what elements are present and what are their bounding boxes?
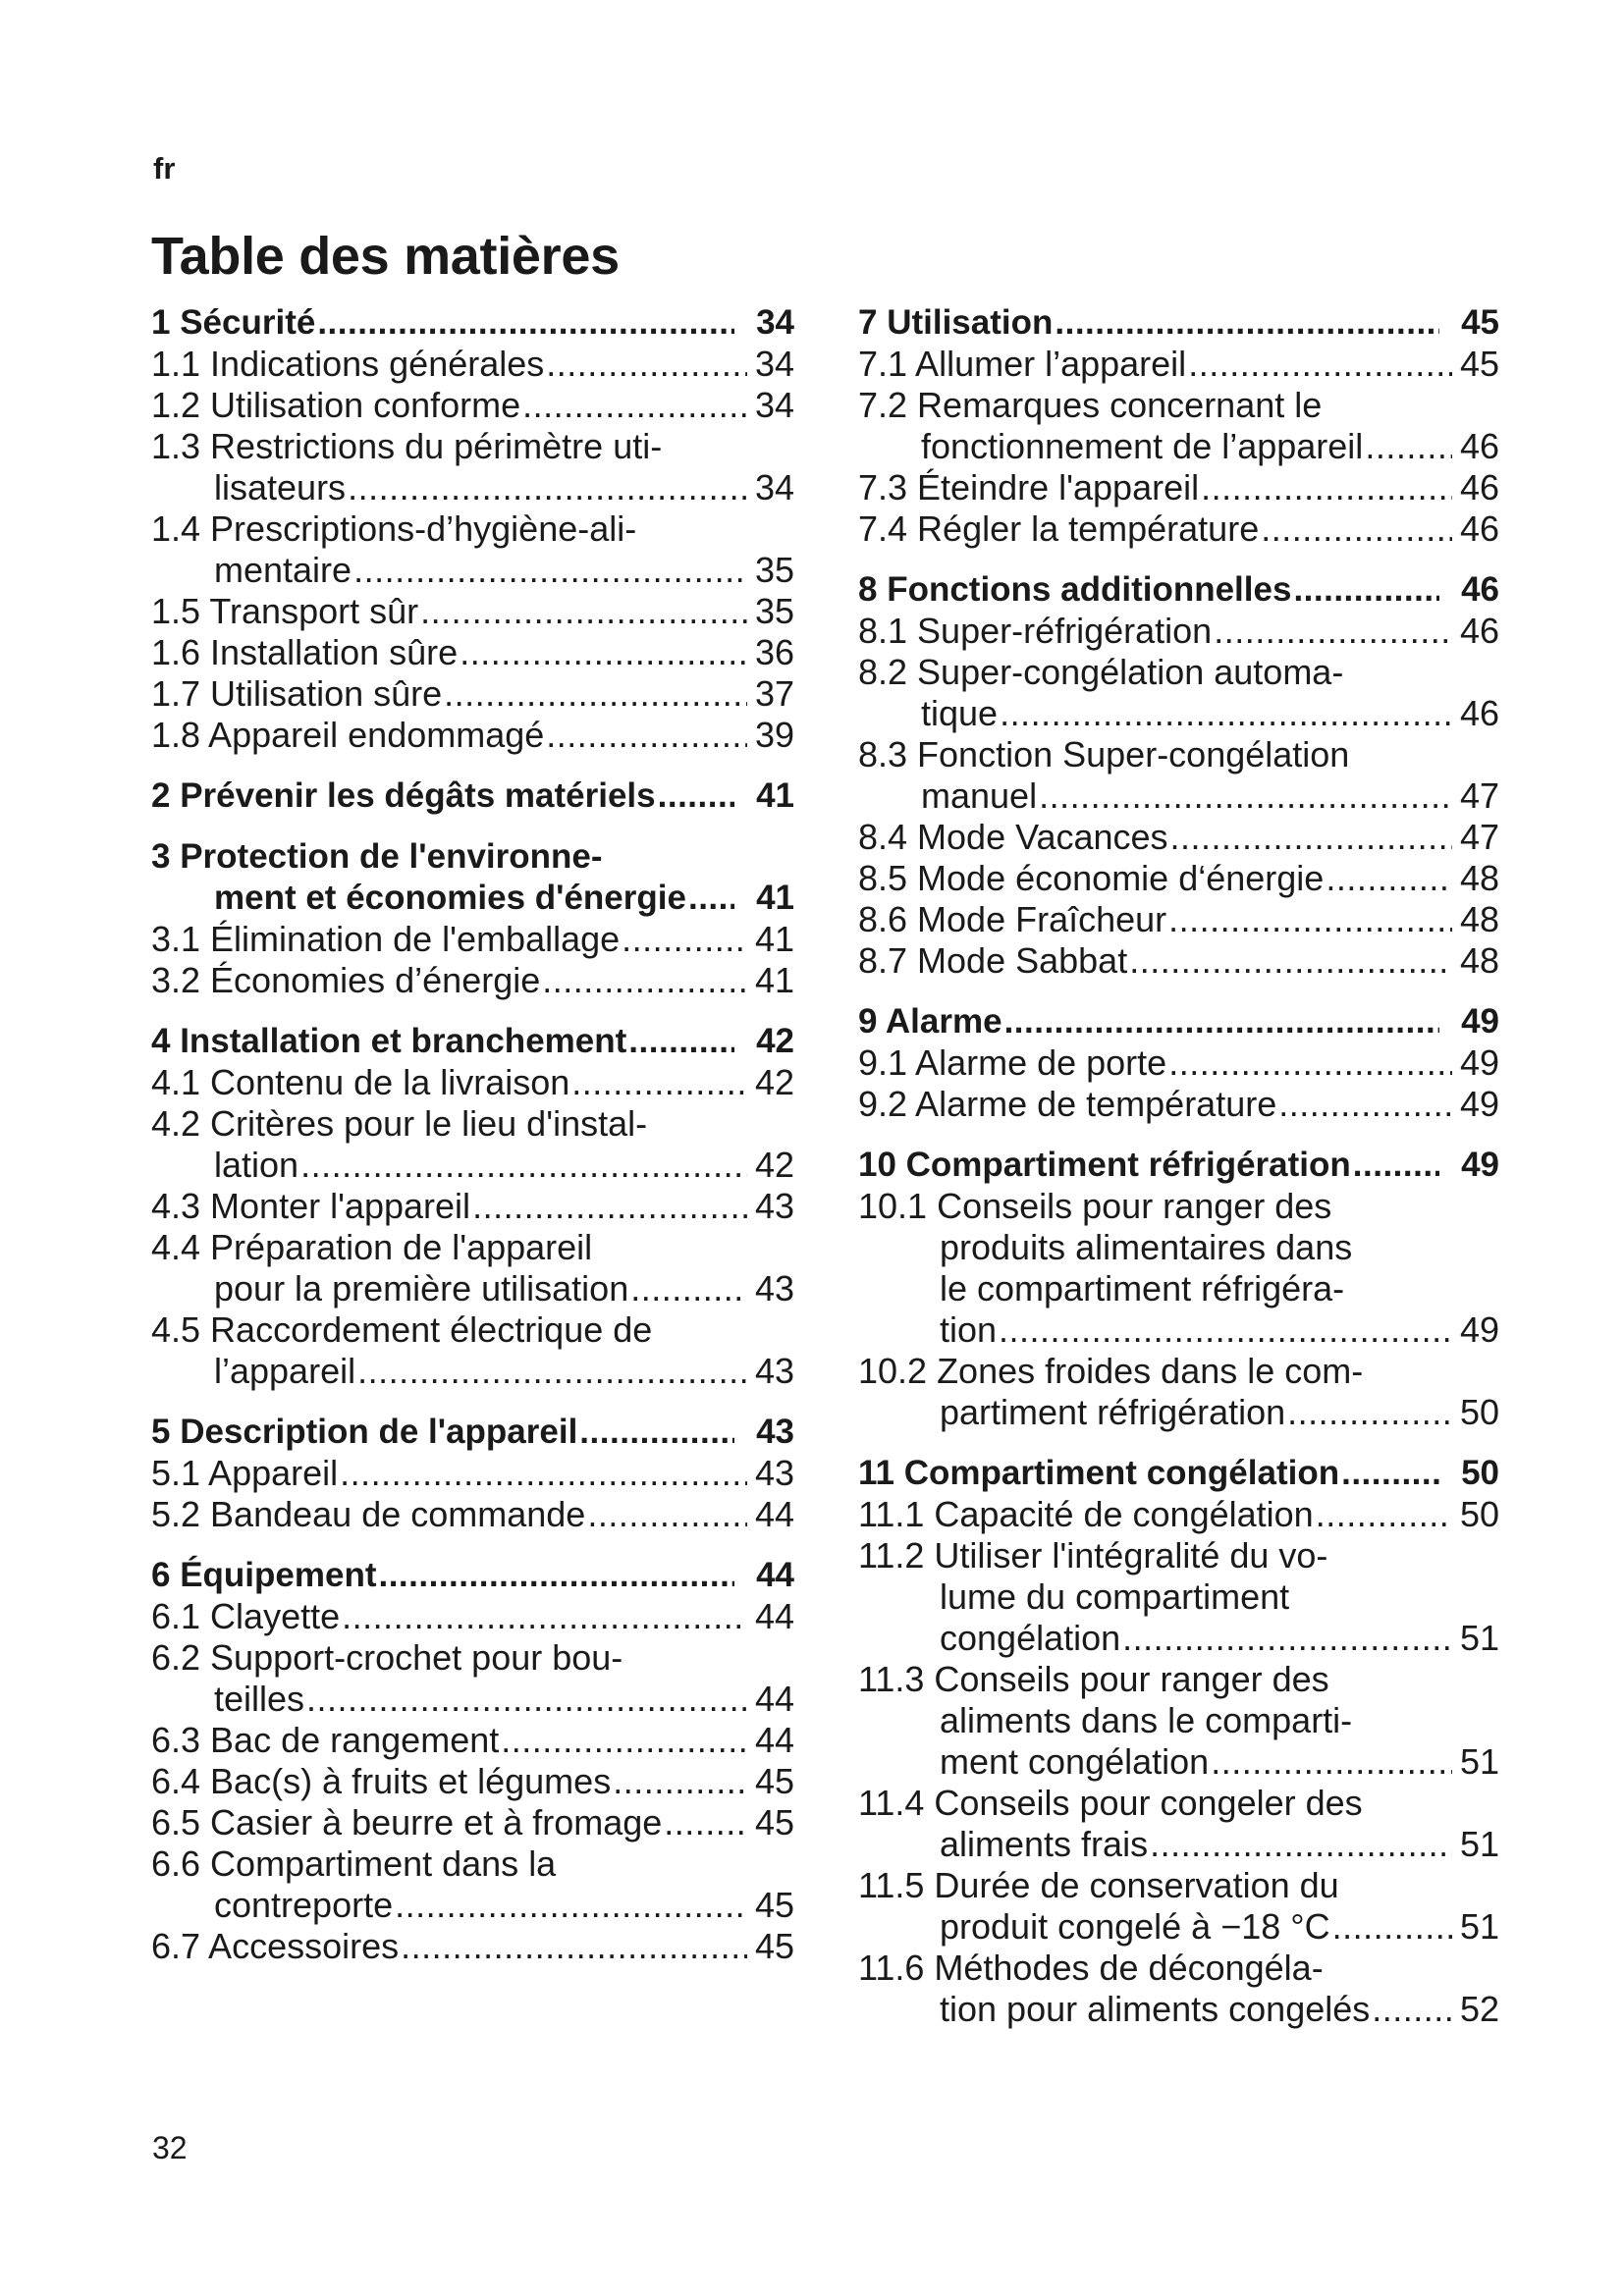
toc-page-number: 49: [1461, 1146, 1499, 1184]
toc-section: [151, 775, 794, 817]
toc-entry-text: 8 Fonctions additionnelles: [858, 570, 1292, 609]
toc-page-number: 49: [1459, 1309, 1499, 1350]
toc-subsection-entry[interactable]: [151, 1227, 794, 1309]
toc-page-number: 45: [754, 1885, 794, 1925]
toc-subsection-entry[interactable]: [151, 1309, 794, 1392]
toc-subsection-entry[interactable]: [151, 1720, 794, 1761]
page-number: 32: [152, 2130, 188, 2165]
toc-entry-text: 7 Utilisation: [858, 303, 1054, 342]
toc-entry-text: le compartiment réfrigéra-: [940, 1268, 1345, 1308]
toc-page-number: 46: [1459, 426, 1499, 466]
toc-page-number: 48: [1459, 899, 1499, 939]
toc-entry-text: 2 Prévenir les dégâts matériels: [151, 776, 656, 815]
toc-entry-text: 8.3 Fonction Super-congélation: [858, 734, 1350, 774]
dot-leader: [395, 1885, 747, 1926]
toc-page-number: 39: [754, 715, 794, 755]
dot-leader: [1122, 1618, 1452, 1659]
dot-leader: [1293, 569, 1439, 611]
dot-leader: [300, 1145, 747, 1186]
toc-entry-text: ment et économies d'énergie: [214, 879, 686, 917]
toc-chapter-entry[interactable]: [151, 1021, 794, 1062]
toc-page-number: 46: [1461, 570, 1499, 609]
toc-subsection-entry[interactable]: [858, 467, 1499, 508]
toc-page-number: 50: [1459, 1392, 1499, 1432]
toc-subsection-entry[interactable]: [858, 734, 1499, 817]
toc-entry-text: 1.4 Prescriptions-d’hygiène-ali-: [151, 508, 637, 549]
toc-entry-text: 11.2 Utiliser l'intégralité du vo-: [858, 1535, 1328, 1575]
toc-entry-text: ment congélation: [940, 1741, 1210, 1782]
toc-page-number: 45: [754, 1926, 794, 1966]
toc-entry-text: 5.2 Bandeau de commande: [151, 1494, 586, 1534]
dot-leader: [579, 1412, 734, 1453]
toc-subsection-entry[interactable]: [151, 1596, 794, 1637]
dot-leader: [1168, 1042, 1452, 1084]
language-label: fr: [153, 151, 176, 186]
toc-entry-text: 8.1 Super-réfrigération: [858, 611, 1213, 651]
toc-subsection-entry[interactable]: [858, 611, 1499, 652]
toc-subsection-entry[interactable]: [858, 508, 1499, 550]
dot-leader: [306, 1679, 747, 1720]
toc-subsection-entry[interactable]: [858, 1865, 1499, 1948]
toc-subsection-entry[interactable]: [151, 1186, 794, 1227]
toc-subsection-entry[interactable]: [151, 344, 794, 385]
toc-entry-text: 11.5 Durée de conservation du: [858, 1865, 1339, 1905]
toc-page-number: 46: [1459, 508, 1499, 549]
toc-subsection-entry[interactable]: [151, 715, 794, 756]
toc-page-number: 50: [1461, 1454, 1499, 1492]
dot-leader: [1332, 1906, 1452, 1948]
toc-entry-text: aliments dans le comparti-: [940, 1700, 1353, 1740]
toc-entry-text: 7.3 Éteindre l'appareil: [858, 467, 1200, 507]
toc-column-left: [151, 302, 794, 1987]
dot-leader: [357, 1351, 747, 1392]
toc-entry-text: partiment réfrigération: [940, 1392, 1286, 1432]
toc-page-number: 46: [1459, 467, 1499, 507]
toc-entry-text: l’appareil: [214, 1351, 356, 1391]
toc-subsection-entry[interactable]: [151, 1843, 794, 1926]
toc-entry-text: 6.4 Bac(s) à fruits et légumes: [151, 1761, 612, 1801]
toc-subsection-entry[interactable]: [151, 919, 794, 960]
toc-page-number: 51: [1459, 1906, 1499, 1947]
dot-leader: [1372, 1989, 1452, 2030]
toc-subsection-entry[interactable]: [151, 1494, 794, 1535]
toc-entry-text: 7.1 Allumer l’appareil: [858, 344, 1187, 384]
toc-subsection-entry[interactable]: [151, 1062, 794, 1103]
toc-entry-text: 11.4 Conseils pour congeler des: [858, 1783, 1363, 1823]
dot-leader: [1188, 344, 1452, 385]
toc-subsection-entry[interactable]: [151, 1802, 794, 1843]
dot-leader: [1150, 1824, 1452, 1865]
toc-subsection-entry[interactable]: [151, 1103, 794, 1186]
toc-entry-text: 5.1 Appareil: [151, 1453, 339, 1493]
toc-entry-text: 8.7 Mode Sabbat: [858, 940, 1128, 981]
toc-subsection-entry[interactable]: [151, 1637, 794, 1720]
toc-page-number: 35: [754, 550, 794, 590]
toc-subsection-entry[interactable]: [151, 960, 794, 1001]
toc-section: [858, 569, 1499, 982]
toc-entry-text: produit congelé à −18 °C: [940, 1906, 1330, 1947]
toc-page-number: 42: [754, 1062, 794, 1102]
dot-leader: [546, 344, 747, 385]
toc-entry-text: 11.3 Conseils pour ranger des: [858, 1659, 1329, 1699]
toc-entry-text: teilles: [214, 1679, 305, 1719]
toc-subsection-entry[interactable]: [151, 385, 794, 426]
toc-entry-text: 1.7 Utilisation sûre: [151, 673, 443, 714]
toc-chapter-entry[interactable]: [151, 836, 794, 919]
toc-entry-text: 8.4 Mode Vacances: [858, 817, 1168, 857]
dot-leader: [1341, 1453, 1439, 1494]
dot-leader: [378, 1555, 734, 1596]
toc-entry-text: 7.4 Régler la température: [858, 508, 1260, 549]
toc-page-number: 49: [1461, 1002, 1499, 1041]
toc-page-number: 34: [754, 385, 794, 425]
toc-subsection-entry[interactable]: [151, 673, 794, 715]
dot-leader: [472, 1186, 747, 1227]
toc-entry-text: 8.6 Mode Fraîcheur: [858, 899, 1167, 939]
toc-entry-text: 7.2 Remarques concernant le: [858, 385, 1323, 425]
dot-leader: [340, 1453, 747, 1494]
toc-entry-text: 1.6 Installation sûre: [151, 632, 459, 672]
toc-entry-text: lisateurs: [214, 467, 347, 507]
toc-entry-text: 11 Compartiment congélation: [858, 1454, 1340, 1492]
toc-subsection-entry[interactable]: [151, 632, 794, 673]
dot-leader: [1004, 1001, 1440, 1042]
dot-leader: [401, 1926, 747, 1967]
toc-entry-text: 1.2 Utilisation conforme: [151, 385, 521, 425]
toc-page-number: 41: [756, 879, 794, 917]
dot-leader: [613, 1761, 747, 1802]
toc-entry-text: 8.2 Super-congélation automa-: [858, 652, 1344, 692]
dot-leader: [1278, 1084, 1452, 1125]
page-title: Table des matières: [151, 227, 620, 286]
toc-page-number: 51: [1459, 1741, 1499, 1782]
dot-leader: [546, 715, 747, 756]
toc-page-number: 47: [1459, 775, 1499, 816]
toc-page-number: 47: [1459, 817, 1499, 857]
toc-entry-text: aliments frais: [940, 1824, 1149, 1864]
toc-page-number: 46: [1459, 611, 1499, 651]
toc-subsection-entry[interactable]: [151, 1761, 794, 1802]
dot-leader: [522, 385, 747, 426]
toc-page-number: 45: [754, 1802, 794, 1842]
dot-leader: [628, 1021, 734, 1062]
toc-entry-text: 4.3 Monter l'appareil: [151, 1186, 471, 1226]
toc-section: [858, 1145, 1499, 1433]
dot-leader: [1326, 858, 1452, 899]
toc-entry-text: 4 Installation et branchement: [151, 1022, 627, 1060]
toc-entry-text: 6.1 Clayette: [151, 1596, 341, 1636]
toc-subsection-entry[interactable]: [858, 1042, 1499, 1084]
toc-entry-text: fonctionnement de l’appareil: [921, 426, 1364, 466]
dot-leader: [1316, 1494, 1452, 1535]
toc-page-number: 37: [754, 673, 794, 714]
toc-page-number: 44: [754, 1720, 794, 1760]
dot-leader: [1129, 940, 1452, 982]
toc-entry-text: 1.1 Indications générales: [151, 344, 545, 384]
toc-subsection-entry[interactable]: [858, 1783, 1499, 1865]
toc-page-number: 34: [754, 467, 794, 507]
dot-leader: [630, 1268, 747, 1309]
dot-leader: [1170, 817, 1452, 858]
toc-subsection-entry[interactable]: [858, 1535, 1499, 1659]
toc-subsection-entry[interactable]: [858, 1494, 1499, 1535]
toc-column-right: [858, 302, 1499, 2050]
dot-leader: [622, 919, 747, 960]
dot-leader: [658, 775, 734, 817]
toc-page-number: 41: [754, 960, 794, 1000]
toc-entry-text: 1 Sécurité: [151, 303, 316, 342]
toc-subsection-entry[interactable]: [858, 344, 1499, 385]
dot-leader: [1287, 1392, 1452, 1433]
toc-entry-text: 4.5 Raccordement électrique de: [151, 1309, 653, 1350]
toc-subsection-entry[interactable]: [151, 591, 794, 632]
dot-leader: [1039, 775, 1452, 817]
toc-subsection-entry[interactable]: [858, 1948, 1499, 2030]
toc-subsection-entry[interactable]: [858, 858, 1499, 899]
toc-entry-text: 9.2 Alarme de température: [858, 1084, 1277, 1124]
toc-page-number: 49: [1459, 1042, 1499, 1083]
toc-subsection-entry[interactable]: [151, 1926, 794, 1967]
toc-page-number: 42: [754, 1145, 794, 1185]
toc-page-number: 52: [1459, 1989, 1499, 2029]
dot-leader: [688, 878, 734, 919]
toc-page-number: 51: [1459, 1618, 1499, 1658]
toc-entry-text: 6.5 Casier à beurre et à fromage: [151, 1802, 663, 1842]
toc-chapter-entry[interactable]: [858, 1453, 1499, 1494]
toc-entry-text: 4.2 Critères pour le lieu d'instal-: [151, 1103, 648, 1144]
toc-chapter-entry[interactable]: [858, 1145, 1499, 1186]
toc-subsection-entry[interactable]: [151, 426, 794, 508]
dot-leader: [1214, 611, 1452, 652]
toc-page-number: 45: [1459, 344, 1499, 384]
toc-section: [858, 1453, 1499, 2030]
toc-entry-text: manuel: [921, 775, 1038, 816]
dot-leader: [1055, 302, 1439, 344]
dot-leader: [542, 960, 747, 1001]
toc-page-number: 50: [1459, 1494, 1499, 1534]
toc-subsection-entry[interactable]: [858, 1084, 1499, 1125]
dot-leader: [664, 1802, 747, 1843]
toc-entry-text: produits alimentaires dans: [940, 1227, 1353, 1267]
toc-chapter-entry[interactable]: [858, 569, 1499, 611]
toc-entry-text: 10.2 Zones froides dans le com-: [858, 1351, 1364, 1391]
toc-page-number: 44: [754, 1679, 794, 1719]
toc-entry-text: 8.5 Mode économie d‘énergie: [858, 858, 1325, 898]
toc-page-number: 45: [754, 1761, 794, 1801]
toc-page-number: 44: [754, 1596, 794, 1636]
toc-entry-text: contreporte: [214, 1885, 394, 1925]
toc-chapter-entry[interactable]: [151, 775, 794, 817]
dot-leader: [444, 673, 747, 715]
toc-chapter-entry[interactable]: [151, 1412, 794, 1453]
toc-entry-text: 5 Description de l'appareil: [151, 1413, 578, 1451]
toc-entry-text: 10 Compartiment réfrigération: [858, 1146, 1351, 1184]
toc-entry-text: 11.1 Capacité de congélation: [858, 1494, 1314, 1534]
toc-entry-text: tion pour aliments congelés: [940, 1989, 1371, 2029]
dot-leader: [317, 302, 734, 344]
toc-page-number: 44: [754, 1494, 794, 1534]
toc-section: [151, 1412, 794, 1535]
dot-leader: [1261, 508, 1452, 550]
toc-entry-text: 6 Équipement: [151, 1556, 377, 1594]
toc-subsection-entry[interactable]: [151, 508, 794, 591]
toc-subsection-entry[interactable]: [151, 1453, 794, 1494]
dot-leader: [353, 550, 747, 591]
toc-entry-text: 1.8 Appareil endommagé: [151, 715, 545, 755]
toc-subsection-entry[interactable]: [858, 899, 1499, 940]
toc-page-number: 43: [754, 1268, 794, 1308]
toc-chapter-entry[interactable]: [151, 1555, 794, 1596]
toc-page-number: 43: [756, 1413, 794, 1451]
toc-entry-text: lation: [214, 1145, 299, 1185]
toc-section: [151, 1021, 794, 1392]
dot-leader: [501, 1720, 747, 1761]
toc-page-number: 41: [754, 919, 794, 959]
toc-entry-text: 4.4 Préparation de l'appareil: [151, 1227, 593, 1267]
toc-page-number: 44: [756, 1556, 794, 1594]
dot-leader: [999, 1309, 1452, 1351]
toc-entry-text: 1.3 Restrictions du périmètre uti-: [151, 426, 663, 466]
toc-page-number: 49: [1459, 1084, 1499, 1124]
toc-page-number: 36: [754, 632, 794, 672]
toc-entry-text: 6.2 Support-crochet pour bou-: [151, 1637, 623, 1678]
toc-entry-text: 6.3 Bac de rangement: [151, 1720, 500, 1760]
dot-leader: [420, 591, 747, 632]
toc-entry-text: 4.1 Contenu de la livraison: [151, 1062, 570, 1102]
toc-subsection-entry[interactable]: [858, 1351, 1499, 1433]
toc-page-number: 43: [754, 1453, 794, 1493]
toc-subsection-entry[interactable]: [858, 652, 1499, 734]
toc-subsection-entry[interactable]: [858, 385, 1499, 467]
toc-entry-text: lume du compartiment: [940, 1576, 1290, 1617]
toc-page-number: 45: [1461, 303, 1499, 342]
toc-page-number: 51: [1459, 1824, 1499, 1864]
toc-chapter-entry[interactable]: [151, 302, 794, 344]
toc-page-number: 43: [754, 1351, 794, 1391]
toc-entry-text: tique: [921, 693, 999, 733]
toc-page-number: 41: [756, 776, 794, 815]
toc-subsection-entry[interactable]: [858, 817, 1499, 858]
toc-entry-text: 9 Alarme: [858, 1002, 1002, 1041]
toc-entry-text: 10.1 Conseils pour ranger des: [858, 1186, 1332, 1226]
dot-leader: [1365, 426, 1452, 467]
dot-leader: [342, 1596, 747, 1637]
toc-chapter-entry[interactable]: [858, 1001, 1499, 1042]
toc-subsection-entry[interactable]: [858, 940, 1499, 982]
toc-entry-text: 6.7 Accessoires: [151, 1926, 400, 1966]
dot-leader: [1211, 1741, 1452, 1783]
toc-entry-text: mentaire: [214, 550, 352, 590]
toc-entry-text: tion: [940, 1309, 998, 1350]
dot-leader: [348, 467, 747, 508]
toc-entry-text: 3.1 Élimination de l'emballage: [151, 919, 621, 959]
toc-entry-text: 11.6 Méthodes de décongéla-: [858, 1948, 1324, 1988]
toc-page-number: 43: [754, 1186, 794, 1226]
toc-entry-text: 6.6 Compartiment dans la: [151, 1843, 557, 1884]
dot-leader: [571, 1062, 747, 1103]
toc-subsection-entry[interactable]: [858, 1659, 1499, 1783]
toc-section: [858, 302, 1499, 550]
toc-section: [151, 1555, 794, 1967]
toc-subsection-entry[interactable]: [858, 1186, 1499, 1351]
toc-entry-text: pour la première utilisation: [214, 1268, 629, 1308]
dot-leader: [1168, 899, 1452, 940]
dot-leader: [1353, 1145, 1439, 1186]
toc-page-number: 48: [1459, 858, 1499, 898]
toc-entry-text: congélation: [940, 1618, 1121, 1658]
toc-page-number: 35: [754, 591, 794, 631]
toc-chapter-entry[interactable]: [858, 302, 1499, 344]
toc-page-number: 48: [1459, 940, 1499, 981]
toc-page-number: 34: [756, 303, 794, 342]
toc-entry-text: 1.5 Transport sûr: [151, 591, 419, 631]
toc-entry-text: 3 Protection de l'environne-: [151, 837, 603, 876]
toc-page-number: 46: [1459, 693, 1499, 733]
toc-entry-text: 9.1 Alarme de porte: [858, 1042, 1167, 1083]
dot-leader: [460, 632, 747, 673]
toc-section: [858, 1001, 1499, 1125]
dot-leader: [1000, 693, 1452, 734]
toc-section: [151, 302, 794, 756]
toc-page-number: 34: [754, 344, 794, 384]
dot-leader: [587, 1494, 747, 1535]
toc-entry-text: 3.2 Économies d’énergie: [151, 960, 541, 1000]
toc-page-number: 42: [756, 1022, 794, 1060]
dot-leader: [1201, 467, 1452, 508]
toc-section: [151, 836, 794, 1001]
